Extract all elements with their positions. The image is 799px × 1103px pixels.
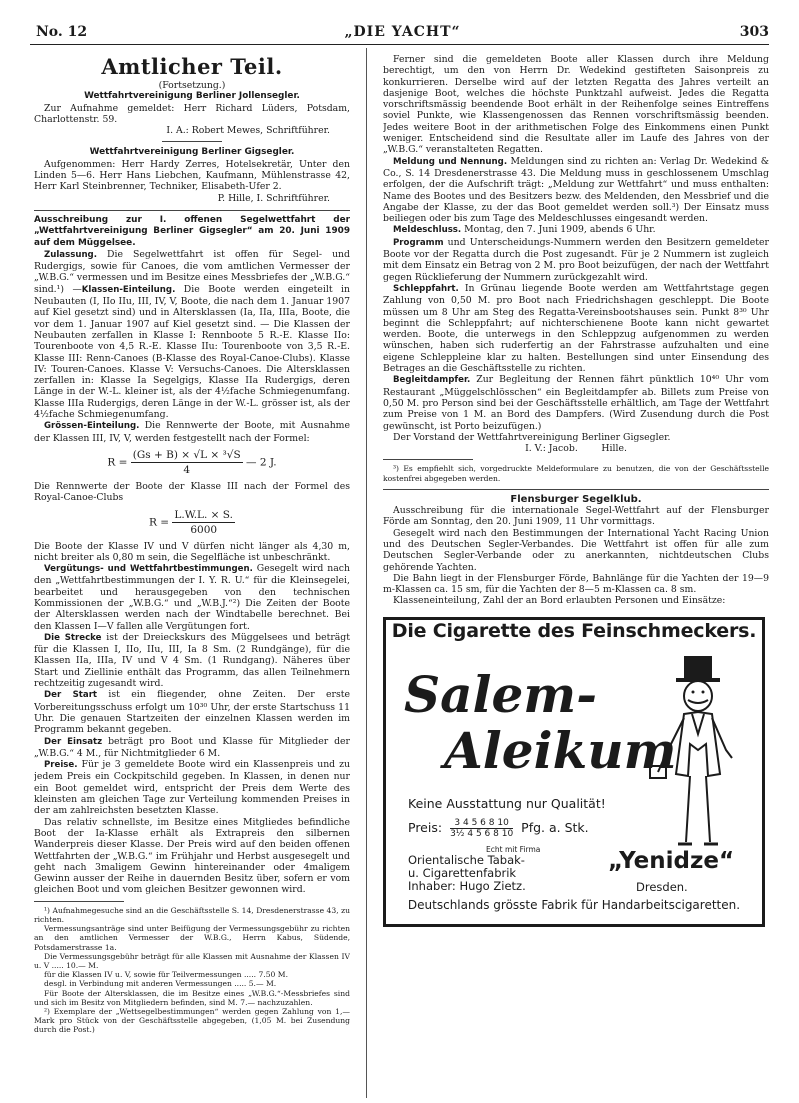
footnote: Vermessungsanträge sind unter Beifügung der Vermessungsgebühr zu richten an den amtlichen Vermesser der W.B.G., Herrn Kabus, Südende, Potsdamerstrasse 1a. bbox=[34, 924, 350, 952]
strecke-paragraph bbox=[34, 632, 350, 689]
price-label: Preis: bbox=[408, 819, 443, 835]
paragraph-text: Für je 3 gemeldete Boote wird ein Klassenpreis und zu jedem Preis ein Cockpitschild gegeben. In Klassen, in denen nur ein Boot gemeldet wird, entspricht der Preis dem Werte des kleinsten am gleichen Tage zur Verteilung kommenden Preises in der am zahlreichsten besetzten Klasse. bbox=[34, 759, 350, 817]
run-in-label: Vergütungs- und Wettfahrtbestimmungen. bbox=[44, 564, 253, 575]
left-column bbox=[34, 54, 350, 1094]
footnote: desgl. in Verbindung mit anderen Vermessungen ..... 5.— M. bbox=[44, 979, 277, 989]
vorstand-signature: I. V.: Jacob. Hille. bbox=[525, 443, 627, 455]
formula-rennwert bbox=[34, 448, 350, 477]
footnote: Für Boote der Altersklassen, die im Besitze eines „W.B.G.“-Messbriefes sind und sich im Besitz von Mitgliedern befinden, sind M. 7.— nachzuzahlen. bbox=[34, 988, 350, 1007]
ad-brand-line1: Salem- bbox=[404, 664, 597, 724]
formula-denominator: 4 bbox=[183, 463, 191, 476]
footnote: Die Vermessungsgebühr beträgt für alle Klassen mit Ausnahme der Klassen IV u. V ..... 10.— M. bbox=[34, 951, 350, 970]
ad-maker-name: „Yenidze“ bbox=[608, 847, 735, 874]
run-in-label: Die Strecke bbox=[44, 632, 102, 643]
jollen-signature: I. A.: Robert Mewes, Schriftführer. bbox=[166, 125, 330, 137]
journal-title: „DIE YACHT“ bbox=[344, 24, 461, 40]
footnotes bbox=[34, 906, 350, 1035]
price-bottom: 3½ 4 5 6 8 10 bbox=[450, 828, 514, 839]
ad-quality: Keine Ausstattung nur Qualität! bbox=[408, 795, 606, 811]
paragraph-text: beträgt pro Boot und Klasse für Mitglieder der „W.B.G.“ 4 M., für Nichtmitglieder 6 M. bbox=[34, 735, 350, 759]
saisonpreis-paragraph: Ferner sind die gemeldeten Boote aller Klassen durch ihre Meldung berechtigt, um den von Herrn Dr. Wedekind gestifteten Saisonpreis zu konkurrieren. Derselbe wird auf der letzten Regatta des Jahres verteilt an dasjenige Boot, welches die höchste Punktzahl aufweist. Jedes die Regatta vorschriftsmässig beendende Boot erhält in der Reihenfolge seines Eintreffens soviel Punkte, wie Klassengenossen das Rennen vorschriftsmässig beenden. Jedes weitere Boot in der arithmetischen Folge des Einkommens einen Punkt weniger. Entscheidend sind die Resultate aller im Laufe des Jahres von der „W.B.G.“ veranstalteten Regatten. bbox=[383, 54, 769, 156]
paragraph-text: Montag, den 7. Juni 1909, abends 6 Uhr. bbox=[461, 224, 656, 236]
gigs-heading: Wettfahrtvereinigung Berliner Gigsegler. bbox=[89, 147, 295, 158]
einsatz-paragraph bbox=[34, 736, 350, 760]
paragraph-text: Die Rennwerte der Boote, mit Ausnahme der Klassen III, IV, V, werden festgestellt nach der Formel: bbox=[34, 420, 350, 444]
price-unit: Pfg. a. Stk. bbox=[521, 819, 589, 835]
wanderpreis-paragraph: Das relativ schnellste, im Besitze eines Mitgliedes befindliche Boot der Ia-Klasse erhält als Extrapreis den silbernen Wanderpreis dieser Klasse. Der Preis wird auf den beiden offenen Wettfahrten der „W.B.G.“ im Frühjahr und Herbst ausgesegelt und geht nach 3maligem Gewinn hintereinander oder 4maligem Gewinn ausser der Reihe in dauernden Besitz über, sofern er vom gleichen Boot und vom gleichen Besitzer gewonnen wird. bbox=[34, 816, 350, 896]
ad-city: Dresden. bbox=[636, 879, 688, 894]
meldung-paragraph bbox=[383, 156, 769, 225]
run-in-label: Der Einsatz bbox=[44, 736, 103, 747]
ausschreibung-heading: Ausschreibung zur I. offenen Segelwettfahrt der „Wettfahrtvereinigung Berliner Gigsegler“ am 20. Juni 1909 auf dem Müggelsee. bbox=[34, 214, 350, 248]
run-in-label: Meldeschluss. bbox=[393, 225, 462, 236]
jollen-text: Zur Aufnahme gemeldet: Herr Richard Lüders, Potsdam, Charlottenstr. 59. bbox=[34, 102, 350, 125]
gentleman-illustration-icon bbox=[648, 654, 748, 854]
begleitdampfer-paragraph bbox=[383, 374, 769, 431]
flensburg-heading: Flensburger Segelklub. bbox=[510, 493, 642, 505]
meldeschluss-paragraph bbox=[383, 224, 769, 236]
verguetung-paragraph bbox=[34, 563, 350, 632]
ad-prices bbox=[408, 818, 589, 839]
issue-number: No. 12 bbox=[36, 24, 88, 40]
paragraph-text: ist ein fliegender, ohne Zeiten. Der erste Vorbereitungsschuss erfolgt um 10³⁰ Uhr, der erste Startschuss 11 Uhr. Die genauen Startzeiten der einzelnen Klassen werden im Programm bekannt gegeben. bbox=[34, 689, 350, 736]
paragraph-text: Gesegelt wird nach den „Wettfahrtbestimmungen der I. Y. R. U.“ für die Kleinsegelei, bearbeitet und herausgegeben von den technischen Kommissionen der „W.B.G.“ und „W.B.J.“²) Die Zeiten der Boote der Altersklassen werden nach der Windtabelle berechnet. Bei den Klassen I—V fallen alle Vergütungen fort. bbox=[34, 563, 350, 632]
paragraph-text: In Grünau liegende Boote werden am Wettfahrtstage gegen Zahlung von 0,50 M. pro Boot nach Friedrichshagen geschleppt. Die Boote müssen um 8 Uhr am Steg des Regatta-Vereinsbootshauses sein. Punkt 8³⁰ Uhr beginnt die Schleppfahrt; auf nichterschienene Boote kann nicht gewartet werden. Boote, die unterwegs in den Schleppzug aufgenommen zu werden wünschen, haben sich ruderfertig an der Fahrstrasse aufzuhalten und eine eigene Schleppleine klar zu halten. Bestellungen sind unter Einsendung des Betrages an die Geschäftsstelle zu richten. bbox=[383, 282, 769, 375]
flensburg-paragraph: Gesegelt wird nach den Bestimmungen der International Yacht Racing Union und des Deutschen Segler-Verbandes. Die Wettfahrt ist offen für alle zum Deutschen Segler-Verbande oder zu anerkannten, nichtdeutschen Clubs gehörende Yachten. bbox=[383, 527, 769, 573]
paragraph-text: Meldungen sind zu richten an: Verlag Dr. Wedekind & Co., S. 14 Dresdenerstrasse 43. Die Meldung muss in geschlossenem Umschlag erfolgen, der die Aufschrift trägt: „Meldung zur Wettfahrt“ und muss enthalten: Name des Bootes und des Besitzers bezw. des Meldenden, den Messbrief und die Angabe der Klasse, zu der das Boot gemeldet werden soll.³) Der Einsatz muss beiliegen oder bis zum Tage des Meldeschlusses eingesandt werden. bbox=[383, 155, 769, 225]
jollen-heading: Wettfahrtvereinigung Berliner Jollensegler. bbox=[84, 91, 300, 102]
ad-brand-line2: Aleikum bbox=[444, 720, 677, 780]
price-stack bbox=[450, 818, 513, 839]
formula-denominator: 6000 bbox=[190, 523, 218, 536]
section-title: Amtlicher Teil. bbox=[101, 54, 283, 79]
groessen-paragraph bbox=[34, 420, 350, 444]
page-number: 303 bbox=[739, 24, 769, 40]
preise-paragraph bbox=[34, 759, 350, 816]
footnote-rule bbox=[383, 459, 473, 460]
ad-headline: Die Cigarette des Feinschmeckers. bbox=[391, 619, 757, 642]
run-in-label: Preise. bbox=[44, 760, 78, 771]
run-in-label: Grössen-Einteilung. bbox=[44, 421, 140, 432]
start-paragraph bbox=[34, 689, 350, 735]
page-header bbox=[36, 22, 769, 44]
vorstand-text: Der Vorstand der Wettfahrtvereinigung Berliner Gigsegler. bbox=[393, 431, 671, 443]
run-in-label: Klassen-Einteilung. bbox=[81, 284, 176, 295]
royal-canoe-text: Die Rennwerte der Boote der Klasse III nach der Formel des Royal-Canoe-Clubs bbox=[34, 480, 350, 504]
flensburg-paragraph: Klasseneinteilung, Zahl der an Bord erlaubten Personen und Einsätze: bbox=[393, 595, 726, 607]
schleppfahrt-paragraph bbox=[383, 283, 769, 374]
ad-maker bbox=[408, 854, 526, 893]
ad-genuine: Echt mit Firma bbox=[486, 844, 541, 854]
cigarette-advertisement bbox=[383, 617, 765, 927]
formula-fraction bbox=[131, 448, 243, 477]
programm-paragraph bbox=[383, 237, 769, 283]
gigs-text: Aufgenommen: Herr Hardy Zerres, Hotelsekretär, Unter den Linden 5—6. Herr Hans Liebchen, Kaufmann, Mühlenstrasse 42, Herr Karl Steinbrenner, Techniker, Elisabeth-Ufer 2. bbox=[34, 158, 350, 193]
run-in-label: Schleppfahrt. bbox=[393, 283, 459, 294]
divider bbox=[383, 489, 769, 490]
paragraph-text: Zur Begleitung der Rennen fährt pünktlich 10⁴⁰ Uhr vom Restaurant „Müggelschlösschen“ ein Begleitdampfer ab. Billets zum Preise von 0,50 M. pro Person sind bei der Geschäftsstelle erhältlich, am Tage der Wettfahrt zum Preise von 1 M. an Bord des Dampfers. (Wird Zusendung durch die Post gewünscht, ist Porto beizufügen.) bbox=[383, 374, 769, 432]
ad-maker-line2: u. Cigarettenfabrik bbox=[408, 865, 517, 880]
ad-owner: Inhaber: Hugo Zietz. bbox=[408, 878, 526, 893]
formula-lhs: R = bbox=[149, 516, 170, 528]
run-in-label: Der Start bbox=[44, 690, 98, 701]
formula-royal-canoe bbox=[34, 508, 350, 537]
footnote-rule bbox=[34, 901, 124, 902]
footnote: für die Klassen IV u. V, sowie für Teilvermessungen ..... 7.50 M. bbox=[44, 970, 288, 980]
flensburg-paragraph: Die Bahn liegt in der Flensburger Förde, Bahnlänge für die Yachten der 19—9 m-Klassen ca. 15 sm, für die Yachten der 8—5 m-Klassen ca. 8 sm. bbox=[383, 572, 769, 596]
footnote: ²) Exemplare der „Wettsegelbestimmungen“ werden gegen Zahlung von 1,— Mark pro Stück von der Geschäftsstelle abgegeben, (1,05 M. bei Zusendung durch die Post.) bbox=[34, 1006, 350, 1035]
price-top: 3 4 5 6 8 10 bbox=[450, 818, 513, 829]
paragraph-text: ist der Dreieckskurs des Müggelsees und beträgt für die Klassen I, IIo, IIu, III, Ia 8 Sm. (2 Rundgänge), für die Klassen IIa, IIIa, IV und V 4 Sm. (1 Rundgang). Näheres über Start und Ziellinie enthält das Programm, das allen Teilnehmern rechtzeitig zugesandt wird. bbox=[34, 631, 350, 690]
formula-numerator: L.W.L. × S. bbox=[174, 508, 233, 521]
column-divider bbox=[366, 48, 367, 1098]
paragraph-text: Die Boote werden eingeteilt in Neubauten (I, IIo IIu, III, IV, V, Boote, die nach dem 1. Januar 1907 auf Kiel gesetzt sind) und in Altersklassen (Ia, IIa, IIIa, Boote, die vor dem 1. Januar 1907 auf Kiel gesetzt sind. — Die Klassen der Neubauten zerfallen in Klasse I: Rennboote 5 R.-E. Klasse IIo: Tourenboote von 4,5 R.-E. Klasse IIu: Tourenboote von 3,5 R.-E. Klasse III: Renn-Canoes (B-Klasse des Royal-Canoe-Clubs). Klasse IV: Touren-Canoes. Klasse V: Versuchs-Canoes. Die Altersklassen zerfallen in: Klasse Ia Segelgigs, Klasse IIa Rudergigs, deren Länge in der W.-L. kleiner ist, als der 4½fache Schmiegenumfang. Klasse IIIa Rudergigs, deren Länge in der W.-L. grösser ist, als der 4½fache Schmiegenumfang. bbox=[34, 283, 350, 421]
formula-fraction bbox=[172, 508, 235, 537]
flensburg-paragraph: Ausschreibung für die internationale Segel-Wettfahrt auf der Flensburger Förde am Sonntag, den 20. Juni 1909, 11 Uhr vormittags. bbox=[383, 505, 769, 528]
paragraph-text: Die Segelwettfahrt ist offen für Segel- und Rudergigs, sowie für Canoes, die vom amtlichen Vermesser der „W.B.G.“ vermessen und im Besitze eines Messbriefes der „W.B.G.“ sind.¹) — bbox=[34, 248, 350, 295]
ad-footer: Deutschlands grösste Fabrik für Handarbeitscigaretten. bbox=[407, 897, 741, 912]
section-subtitle: (Fortsetzung.) bbox=[158, 80, 226, 91]
class-iv-text: Die Boote der Klasse IV und V dürfen nicht länger als 4,30 m, nicht breiter als 0,80 m sein, die Segelfläche ist unbeschränkt. bbox=[34, 540, 350, 563]
divider bbox=[162, 141, 222, 142]
paragraph-text: und Unterscheidungs-Nummern werden den Besitzern gemeldeter Boote vor der Regatta durch die Post zugesandt. Für je 2 Nummern ist zugleich mit dem Einsatz ein Betrag von 2 M. pro Boot beizufügen, der nach der Wettfahrt gegen Rücklieferung der Nummern zurückgezahlt wird. bbox=[383, 236, 769, 283]
formula-lhs: R = bbox=[107, 456, 128, 469]
run-in-label: Begleitdampfer. bbox=[393, 375, 471, 386]
footnote: ¹) Aufnahmegesuche sind an die Geschäftsstelle S. 14, Dresdenerstrasse 43, zu richten. bbox=[34, 905, 350, 924]
gigs-signature: P. Hille, I. Schriftführer. bbox=[217, 192, 330, 204]
header-rule bbox=[30, 44, 769, 45]
right-column bbox=[383, 54, 769, 1094]
formula-numerator: (Gs + B) × √L × ³√S bbox=[132, 448, 241, 461]
run-in-label: Zulassung. bbox=[44, 249, 97, 260]
footnote: ³) Es empfiehlt sich, vorgedruckte Meldeformulare zu benutzen, die von der Geschäftsstelle kostenfrei abgegeben werden. bbox=[383, 464, 769, 483]
divider bbox=[34, 210, 350, 211]
formula-rhs: — 2 J. bbox=[246, 456, 277, 469]
zulassung-paragraph bbox=[34, 249, 350, 420]
run-in-label: Meldung und Nennung. bbox=[393, 156, 508, 167]
run-in-label: Programm bbox=[393, 237, 444, 248]
ad-maker-line1: Orientalische Tabak- bbox=[408, 852, 525, 867]
